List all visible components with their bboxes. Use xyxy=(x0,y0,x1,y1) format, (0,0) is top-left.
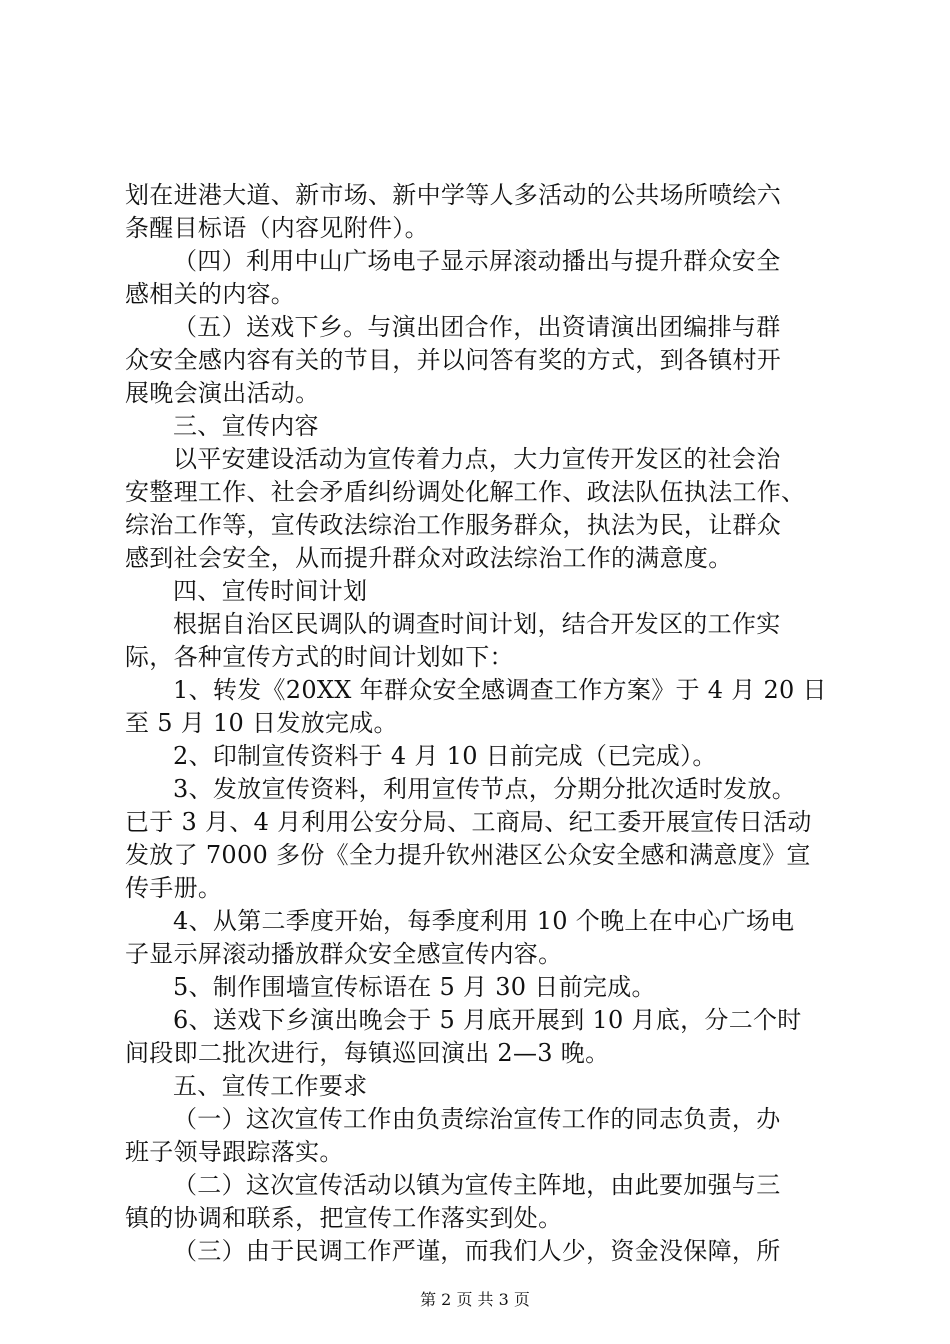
text-line: 展晚会演出活动。 xyxy=(125,379,320,407)
text-line: 众安全感内容有关的节目，并以问答有奖的方式，到各镇村开 xyxy=(125,346,782,374)
text-line: 条醒目标语（内容见附件）。 xyxy=(125,214,429,242)
text-line: 传手册。 xyxy=(125,874,223,902)
text-line: 安整理工作、社会矛盾纠纷调处化解工作、政法队伍执法工作、 xyxy=(125,478,806,506)
text-line: 际，各种宣传方式的时间计划如下： xyxy=(125,643,514,671)
text-line: 感相关的内容。 xyxy=(125,280,296,308)
text-line: 镇的协调和联系，把宣传工作落实到处。 xyxy=(125,1204,563,1232)
text-line: 班子领导跟踪落实。 xyxy=(125,1138,344,1166)
page-footer: 第 2 页 共 3 页 xyxy=(420,1290,530,1309)
text-line: 间段即二批次进行，每镇巡回演出 2—3 晚。 xyxy=(125,1039,610,1067)
text-line: （一）这次宣传工作由负责综治宣传工作的同志负责，办 xyxy=(173,1105,781,1133)
text-line: 4、从第二季度开始，每季度利用 10 个晚上在中心广场电 xyxy=(173,907,795,935)
text-line: 划在进港大道、新市场、新中学等人多活动的公共场所喷绘六 xyxy=(125,181,782,209)
text-line: 已于 3 月、4 月利用公安分局、工商局、纪工委开展宣传日活动 xyxy=(125,808,812,836)
text-line: （四）利用中山广场电子显示屏滚动播出与提升群众安全 xyxy=(173,247,781,275)
text-line: 3、发放宣传资料，利用宣传节点，分期分批次适时发放。 xyxy=(173,775,797,803)
text-line: 1、转发《20XX 年群众安全感调查工作方案》于 4 月 20 日 xyxy=(173,676,827,704)
text-line: 以平安建设活动为宣传着力点，大力宣传开发区的社会治 xyxy=(173,445,781,473)
text-line: 根据自治区民调队的调查时间计划，结合开发区的工作实 xyxy=(173,610,781,638)
section-heading: 四、宣传时间计划 xyxy=(173,577,368,605)
text-line: 感到社会安全，从而提升群众对政法综治工作的满意度。 xyxy=(125,544,733,572)
text-line: （五）送戏下乡。与演出团合作，出资请演出团编排与群 xyxy=(173,313,781,341)
section-heading: 三、宣传内容 xyxy=(173,412,319,440)
text-line: 综治工作等，宣传政法综治工作服务群众，执法为民，让群众 xyxy=(125,511,782,539)
text-line: 5、制作围墙宣传标语在 5 月 30 日前完成。 xyxy=(173,973,656,1001)
section-heading: 五、宣传工作要求 xyxy=(173,1072,368,1100)
text-line: 6、送戏下乡演出晚会于 5 月底开展到 10 月底，分二个时 xyxy=(173,1006,802,1034)
text-line: （二）这次宣传活动以镇为宣传主阵地，由此要加强与三 xyxy=(173,1171,781,1199)
text-line: 至 5 月 10 日发放完成。 xyxy=(125,709,398,737)
text-line: 发放了 7000 多份《全力提升钦州港区公众安全感和满意度》宣 xyxy=(125,841,811,869)
text-line: （三）由于民调工作严谨，而我们人少，资金没保障，所 xyxy=(173,1237,781,1265)
text-line: 子显示屏滚动播放群众安全感宣传内容。 xyxy=(125,940,563,968)
text-line: 2、印制宣传资料于 4 月 10 日前完成（已完成）。 xyxy=(173,742,717,770)
